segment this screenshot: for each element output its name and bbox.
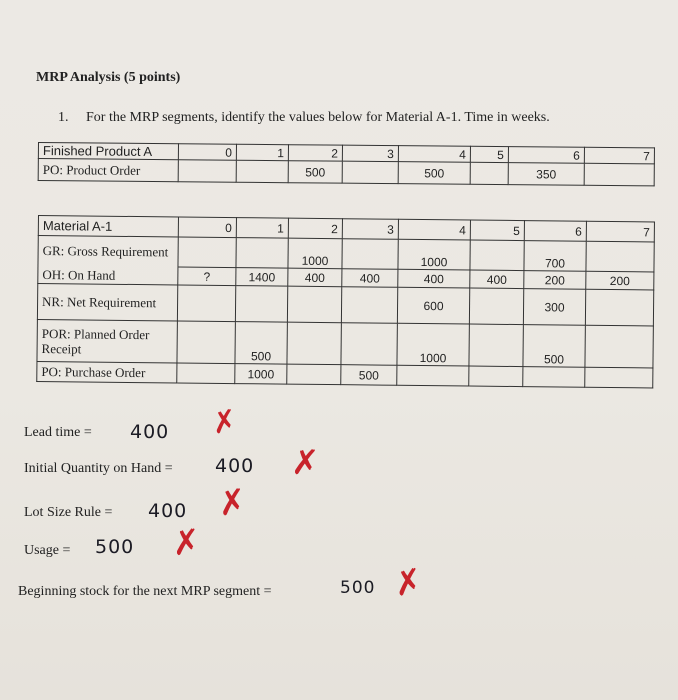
material-header: Material A-1	[38, 216, 178, 237]
nr-cell	[585, 289, 653, 326]
gr-cell	[586, 241, 654, 272]
po-cell	[585, 367, 653, 388]
usage-answer: 500	[95, 536, 135, 558]
week-header: 1	[236, 218, 288, 239]
question-text: For the MRP segments, identify the values below for Material A-1. Time in weeks.	[86, 110, 550, 125]
gr-cell	[236, 238, 288, 269]
po-label: PO: Product Order	[38, 159, 178, 182]
week-header: 3	[342, 219, 398, 240]
week-header: 3	[342, 145, 398, 161]
week-header: 5	[470, 146, 508, 162]
wrong-mark-icon: ✗	[215, 481, 250, 525]
po-cell: 1000	[235, 364, 287, 385]
initial-quantity-label: Initial Quantity on Hand =	[24, 461, 173, 476]
gr-cell	[342, 239, 398, 270]
usage-label: Usage =	[24, 543, 71, 558]
week-header: 5	[470, 220, 524, 241]
week-header: 2	[288, 145, 342, 161]
po-cell	[584, 163, 654, 186]
oh-cell: 400	[398, 269, 470, 288]
po-cell	[397, 365, 469, 386]
por-cell	[585, 325, 653, 368]
por-cell	[469, 324, 523, 367]
por-cell: 500	[235, 322, 287, 365]
beginning-stock-answer: 500	[340, 578, 376, 598]
nr-cell	[177, 285, 235, 322]
po-cell	[236, 160, 288, 182]
gr-cell	[178, 237, 236, 268]
lot-size-label: Lot Size Rule =	[24, 505, 113, 520]
week-header: 1	[236, 144, 288, 160]
nr-label: NR: Net Requirement	[37, 284, 177, 321]
wrong-mark-icon: ✗	[390, 560, 426, 606]
por-label: POR: Planned Order Receipt	[37, 319, 177, 362]
week-header: 6	[524, 221, 586, 242]
initial-quantity-answer: 400	[215, 455, 255, 477]
po-cell	[523, 367, 585, 388]
po-cell	[469, 366, 523, 387]
po-cell	[342, 161, 398, 183]
po-cell: 500	[398, 162, 470, 185]
week-header: 2	[288, 218, 342, 239]
oh-cell: 400	[342, 269, 398, 288]
po-cell	[287, 364, 341, 385]
por-cell	[287, 322, 341, 365]
gr-cell: 1000	[398, 239, 470, 270]
por-cell: 500	[523, 325, 585, 368]
oh-cell: 1400	[236, 268, 288, 287]
po-cell: 500	[288, 161, 342, 183]
nr-cell: 600	[397, 287, 469, 324]
gr-label: GR: Gross Requirement	[38, 236, 178, 267]
wrong-mark-icon: ✗	[169, 521, 203, 565]
oh-cell: ?	[178, 267, 236, 286]
finished-product-table	[38, 142, 655, 186]
beginning-stock-label: Beginning stock for the next MRP segment =	[18, 584, 272, 599]
week-header: 4	[398, 146, 470, 163]
oh-cell: 200	[586, 271, 654, 290]
po-cell: 500	[341, 365, 397, 386]
oh-label: OH: On Hand	[38, 266, 178, 285]
por-cell: 1000	[397, 323, 469, 366]
oh-cell: 400	[288, 268, 342, 287]
po-cell	[470, 162, 508, 184]
question-1	[58, 110, 550, 126]
week-header: 6	[508, 147, 584, 164]
gr-cell: 700	[524, 241, 586, 272]
week-header: 4	[398, 219, 470, 240]
po-cell	[178, 160, 236, 183]
nr-cell	[469, 288, 523, 325]
week-header: 0	[178, 144, 236, 161]
nr-cell	[287, 286, 341, 323]
wrong-mark-icon: ✗	[291, 443, 320, 483]
nr-cell	[235, 286, 287, 323]
gr-cell: 1000	[288, 238, 342, 269]
nr-cell	[341, 287, 397, 324]
wrong-mark-icon: ✗	[209, 403, 240, 442]
section-title: MRP Analysis (5 points)	[36, 70, 181, 85]
product-label: Finished Product A	[38, 143, 178, 160]
week-header: 7	[586, 221, 654, 242]
lead-time-answer: 400	[130, 421, 170, 443]
week-header: 0	[178, 217, 236, 238]
lead-time-label: Lead time =	[24, 425, 92, 440]
oh-cell: 400	[470, 270, 524, 289]
po-cell: 350	[508, 163, 584, 186]
po-label: PO: Purchase Order	[37, 361, 177, 382]
gr-cell	[470, 240, 524, 271]
por-cell	[177, 321, 235, 364]
po-cell	[177, 363, 235, 384]
oh-cell: 200	[524, 271, 586, 290]
material-a1-table	[36, 215, 655, 388]
nr-cell: 300	[523, 289, 585, 326]
question-number: 1.	[58, 110, 69, 125]
week-header: 7	[584, 147, 654, 164]
por-cell	[341, 323, 397, 366]
lot-size-answer: 400	[148, 500, 188, 522]
